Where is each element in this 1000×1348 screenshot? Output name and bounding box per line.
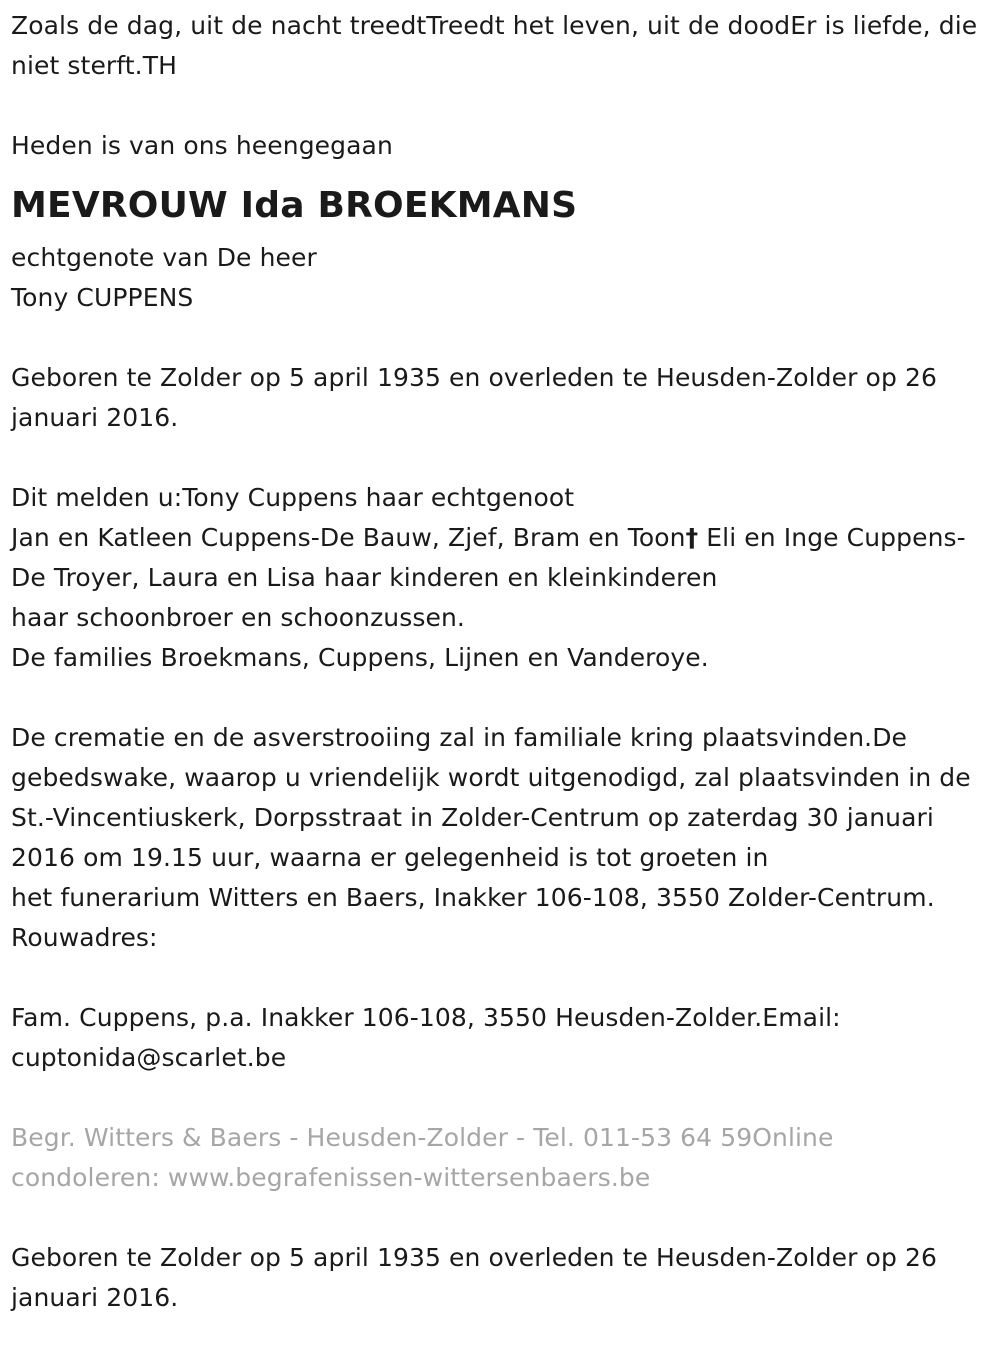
family-line-4: De families Broekmans, Cuppens, Lijnen en Vanderoye.	[11, 643, 709, 672]
birth-death-text: Geboren te Zolder op 5 april 1935 en overleden te Heusden-Zolder op 26 januari 2016.	[11, 363, 937, 432]
spacer	[11, 438, 988, 478]
birth-death-repeat-text: Geboren te Zolder op 5 april 1935 en overleden te Heusden-Zolder op 26 januari 2016.	[11, 1243, 937, 1312]
deceased-name: MEVROUW Ida BROEKMANS	[11, 185, 578, 226]
rouwadres-label: Rouwadres:	[11, 923, 158, 952]
ceremony-paragraph: De crematie en de asverstrooiing zal in familiale kring plaatsvinden.De gebedswake, waarop u vriendelijk wordt uitgenodigd, zal plaatsvinden in de St.-Vincentiuskerk, Dorpsstraat in Zolder-Centrum op zaterdag 30 januari 2016 om 19.15 uur, waarna er gelegenheid is tot groeten in	[11, 723, 971, 872]
funerarium-line: het funerarium Witters en Baers, Inakker 106-108, 3550 Zolder-Centrum.	[11, 883, 935, 912]
spacer	[11, 1198, 988, 1238]
family-line-1: Dit melden u:Tony Cuppens haar echtgenoot	[11, 483, 575, 512]
address-text: Fam. Cuppens, p.a. Inakker 106-108, 3550 Heusden-Zolder.Email: cuptonida@scarlet.be	[11, 1003, 841, 1072]
spacer	[11, 86, 988, 126]
family-line-3: haar schoonbroer en schoonzussen.	[11, 603, 465, 632]
relation-line-1: echtgenote van De heer	[11, 243, 317, 272]
family-line-2-part-1: Jan en Katleen Cuppens-De Bauw, Zjef, Bram en Toon	[11, 523, 686, 552]
spacer	[11, 318, 988, 358]
spacer	[11, 958, 988, 998]
relation-line-2: Tony CUPPENS	[11, 283, 194, 312]
spacer	[11, 1078, 988, 1118]
family-line-2-part-2: Eli en Inge Cuppens-De Troyer, Laura en Lisa haar kinderen en kleinkinderen	[11, 523, 966, 592]
cross-icon: †	[685, 523, 699, 552]
poem-text: Zoals de dag, uit de nacht treedtTreedt het leven, uit de doodEr is liefde, die niet sterft.TH	[11, 11, 978, 80]
spacer	[11, 678, 988, 718]
undertaker-text: Begr. Witters & Baers - Heusden-Zolder - Tel. 011-53 64 59Online condoleren: www.begrafenissen-wittersenbaers.be	[11, 1123, 834, 1192]
intro-text: Heden is van ons heengegaan	[11, 131, 393, 160]
family-line-2	[11, 518, 988, 598]
